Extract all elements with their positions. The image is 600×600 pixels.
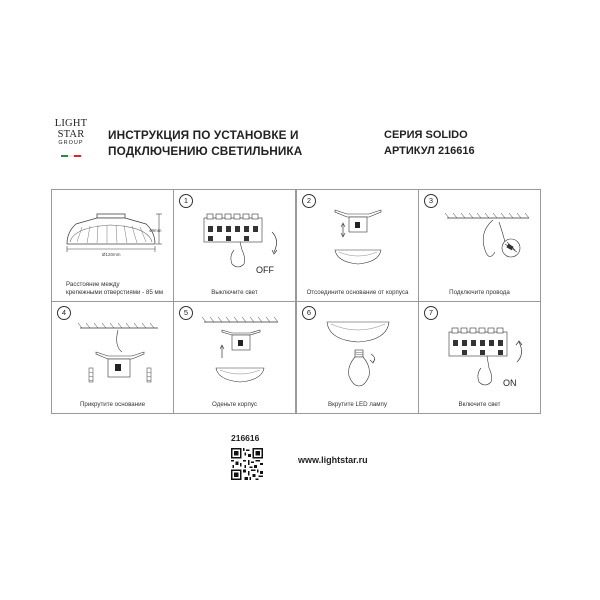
screw-base-drawing — [52, 302, 175, 415]
step-number: 2 — [302, 194, 316, 208]
caption-line-2: крепежными отверстиями - 85 мм — [66, 289, 164, 296]
caption-line-1: Расстояние между — [66, 281, 120, 288]
step-1-caption: Выключите свет — [211, 289, 258, 296]
step-number: 3 — [424, 194, 438, 208]
step-7-caption: Включите свет — [458, 401, 501, 408]
logo-line-2: STAR — [57, 128, 85, 140]
series-label: СЕРИЯ SOLIDO — [384, 129, 468, 141]
step-number: 1 — [179, 194, 193, 208]
breaker-on-drawing — [419, 302, 542, 415]
panel-step-3 — [418, 189, 541, 302]
step-number: 4 — [57, 306, 71, 320]
product-info — [384, 127, 475, 159]
step-number: 6 — [302, 306, 316, 320]
title-line-1: ИНСТРУКЦИЯ ПО УСТАНОВКЕ И — [108, 128, 299, 142]
panel-step-1 — [173, 189, 296, 302]
article-label: АРТИКУЛ 216616 — [384, 145, 475, 157]
dim-height-label: 49mm — [149, 228, 162, 233]
step-5-caption: Оденьте корпус — [212, 401, 257, 408]
italian-flag-icon — [61, 155, 81, 157]
on-label: ON — [503, 378, 517, 388]
brand-logo — [51, 119, 91, 147]
led-bulb-drawing — [297, 302, 420, 415]
panel-step-6 — [296, 301, 419, 414]
panel-step-4 — [51, 301, 174, 414]
off-label: OFF — [256, 265, 274, 275]
step-3-caption: Подключите провода — [449, 289, 510, 296]
step-6-caption: Вкрутите LED лампу — [327, 401, 388, 408]
dim-diameter-label: Ø120mm — [102, 252, 121, 257]
panel-step-5 — [173, 301, 296, 414]
qr-code-icon[interactable] — [231, 448, 263, 480]
panel-step-2 — [296, 189, 419, 302]
logo-line-1: LIGHT — [54, 118, 88, 129]
connect-wires-drawing — [419, 190, 542, 303]
panel-step-7 — [418, 301, 541, 414]
page-title — [108, 127, 302, 159]
product-code: 216616 — [231, 433, 260, 443]
step-number: 7 — [424, 306, 438, 320]
step-2-caption: Отсоедините основание от корпуса — [306, 289, 409, 296]
detach-base-drawing — [297, 190, 420, 303]
logo-line-3: GROUP — [58, 140, 84, 146]
title-line-2: ПОДКЛЮЧЕНИЮ СВЕТИЛЬНИКА — [108, 144, 303, 158]
step-number: 5 — [179, 306, 193, 320]
step-4-caption: Прикрутите основание — [79, 401, 146, 408]
website-link[interactable]: www.lightstar.ru — [298, 455, 368, 465]
step-0-caption — [66, 281, 171, 297]
panel-dimensions — [51, 189, 174, 302]
breaker-off-drawing — [174, 190, 297, 303]
attach-housing-drawing — [174, 302, 297, 415]
